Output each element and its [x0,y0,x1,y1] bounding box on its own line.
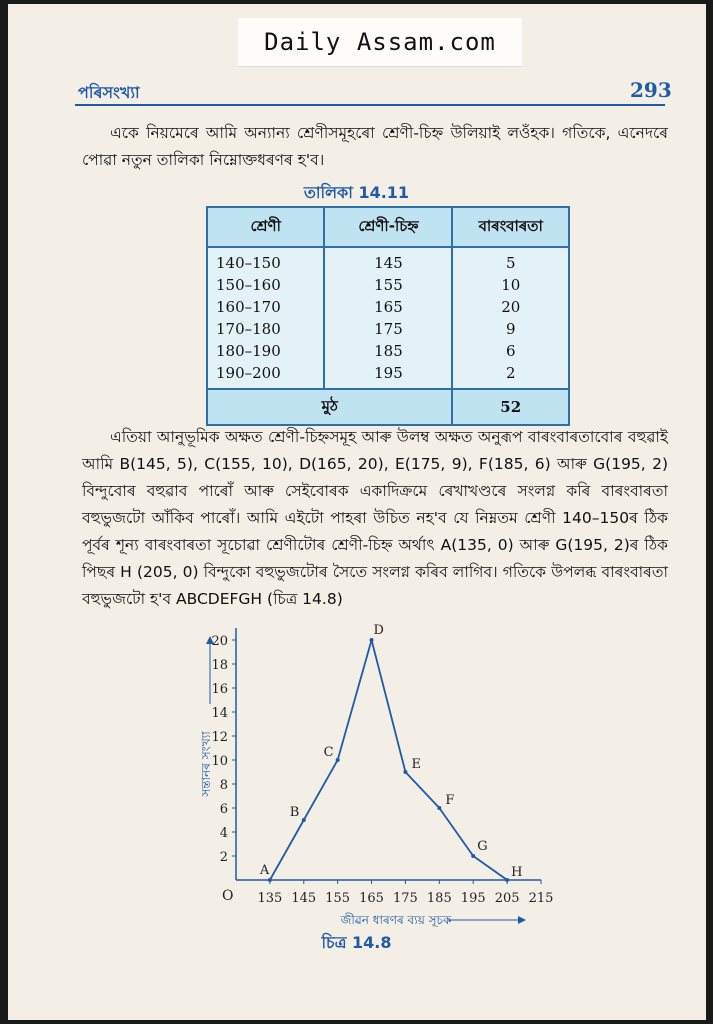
data-point [471,854,475,858]
table-cell: 185 [374,342,403,360]
y-axis-label: সন্তানৰ সংখ্যা [199,731,213,797]
point-label: A [259,863,270,878]
point-label: F [445,793,455,808]
paragraph-explanation: এতিয়া আনুভূমিক অক্ষত শ্ৰেণী-চিহ্নসমূহ আৰু উলম্ব অক্ষত অনুৰূপ বাৰংবাৰতাবোৰ বহুৱাই আমি B(145, 5), C(155, 10), D(165, 20), E(175, 9), F(185, 6) আৰু G(195, 2) বিন্দুবোৰ বহুৱাব পাৰোঁ আৰু সেইবোৰক একাদিক্ৰমে ৰেখাখণ্ডৰে সংলগ্ন কৰি বাৰংবাৰতা বহুভুজটো আঁকিব পাৰোঁ। আমি এইটো পাহৰা উচিত নহ'ব যে নিম্নতম শ্ৰেণী 140–150ৰ ঠিক পূৰ্বৰ শূন্য বাৰংবাৰতা সূচোৱা শ্ৰেণীটোৰ শ্ৰেণী-চিহ্ন অৰ্থাৎ A(135, 0) আৰু G(195, 2)ৰ ঠিক পিছৰ H (205, 0) বিন্দুকো বহুভুজটোৰ সৈতে সংলগ্ন কৰিব লাগিব। গতিকে উপলব্ধ বাৰংবাৰতা বহুভুজটো হ'ব ABCDEFGH (চিত্ৰ 14.8) [82,428,668,608]
class-column [207,247,324,389]
data-point [268,878,272,882]
x-tick-label: 165 [359,891,384,906]
y-tick-label: 10 [211,754,228,769]
table-caption: তালিকা 14.11 [303,183,410,202]
point-label: G [477,839,488,854]
table-cell: 10 [501,276,521,294]
x-tick-label: 135 [257,891,283,906]
x-tick-label: 155 [325,891,351,906]
point-label: E [411,757,421,772]
table-cell: 9 [505,320,516,338]
frequency-column [452,247,569,389]
y-tick-label: 12 [211,730,228,745]
polygon-segment [439,808,473,856]
table-cell: 175 [374,320,403,338]
paragraph-intro: একে নিয়মেৰে আমি অন্যান্য শ্ৰেণীসমূহৰো শ্ৰেণী-চিহ্ন উলিয়াই লওঁহক। গতিকে, এনেদৰে পোৱা নতুন তালিকা নিম্নোক্তধৰণৰ হ'ব। [82,124,668,169]
watermark-banner: Daily Assam.com [238,18,522,67]
x-tick-label: 195 [460,891,486,906]
frequency-table [206,206,570,426]
table-cell: 2 [505,364,516,382]
header-frequency: বাৰংবাৰতা [452,207,569,247]
polygon-segment [405,772,439,808]
table-cell: 140–150 [216,254,281,272]
y-tick-label: 20 [211,634,228,649]
y-tick-label: 4 [219,826,228,841]
polygon-segment [270,820,304,880]
table-cell: 150–160 [216,276,281,294]
page-number: 293 [630,78,672,102]
polygon-segment [372,640,406,772]
x-axis-label: জীৱন ধাৰণৰ ব্যয় সূচক [340,913,452,927]
data-point [403,770,407,774]
table-cell: 180–190 [216,342,281,360]
y-tick-label: 18 [211,658,228,673]
table-cell: 155 [374,276,403,294]
table-cell: 195 [374,364,403,382]
point-label: C [323,745,334,760]
table-cell: 165 [374,298,403,316]
table-cell: 5 [505,254,516,272]
polygon-segment [304,760,338,820]
x-tick-label: 215 [528,891,554,906]
total-value: 52 [452,389,569,425]
frequency-polygon-chart [196,614,556,927]
header-rule [75,104,665,106]
chapter-header: পৰিসংখ্যা [78,83,140,102]
table-cell: 20 [501,298,521,316]
origin-label: O [222,888,234,904]
total-label: মুঠ [207,389,452,425]
x-tick-label: 185 [426,891,452,906]
x-tick-label: 175 [393,891,418,906]
data-point [302,818,306,822]
point-label: H [511,865,523,880]
data-point [437,806,441,810]
table-cell: 160–170 [216,298,281,316]
figure-caption: চিত্ৰ 14.8 [321,933,392,952]
header-class-mark: শ্ৰেণী-চিহ্ন [324,207,452,247]
polygon-segment [473,856,507,880]
class-mark-column [324,247,452,389]
x-tick-label: 205 [494,891,520,906]
y-tick-label: 8 [219,778,228,793]
y-tick-label: 14 [211,706,228,721]
table-cell: 145 [374,254,403,272]
data-point [505,878,509,882]
data-point [370,638,374,642]
point-label: D [373,623,384,638]
y-tick-label: 16 [211,682,228,697]
polygon-segment [338,640,372,760]
y-tick-label: 6 [219,802,228,817]
table-cell: 190–200 [216,364,281,382]
point-label: B [289,805,300,820]
data-point [336,758,340,762]
header-class: শ্ৰেণী [207,207,324,247]
y-tick-label: 2 [219,850,228,865]
x-tick-label: 145 [291,891,317,906]
table-cell: 170–180 [216,320,281,338]
table-cell: 6 [505,342,516,360]
